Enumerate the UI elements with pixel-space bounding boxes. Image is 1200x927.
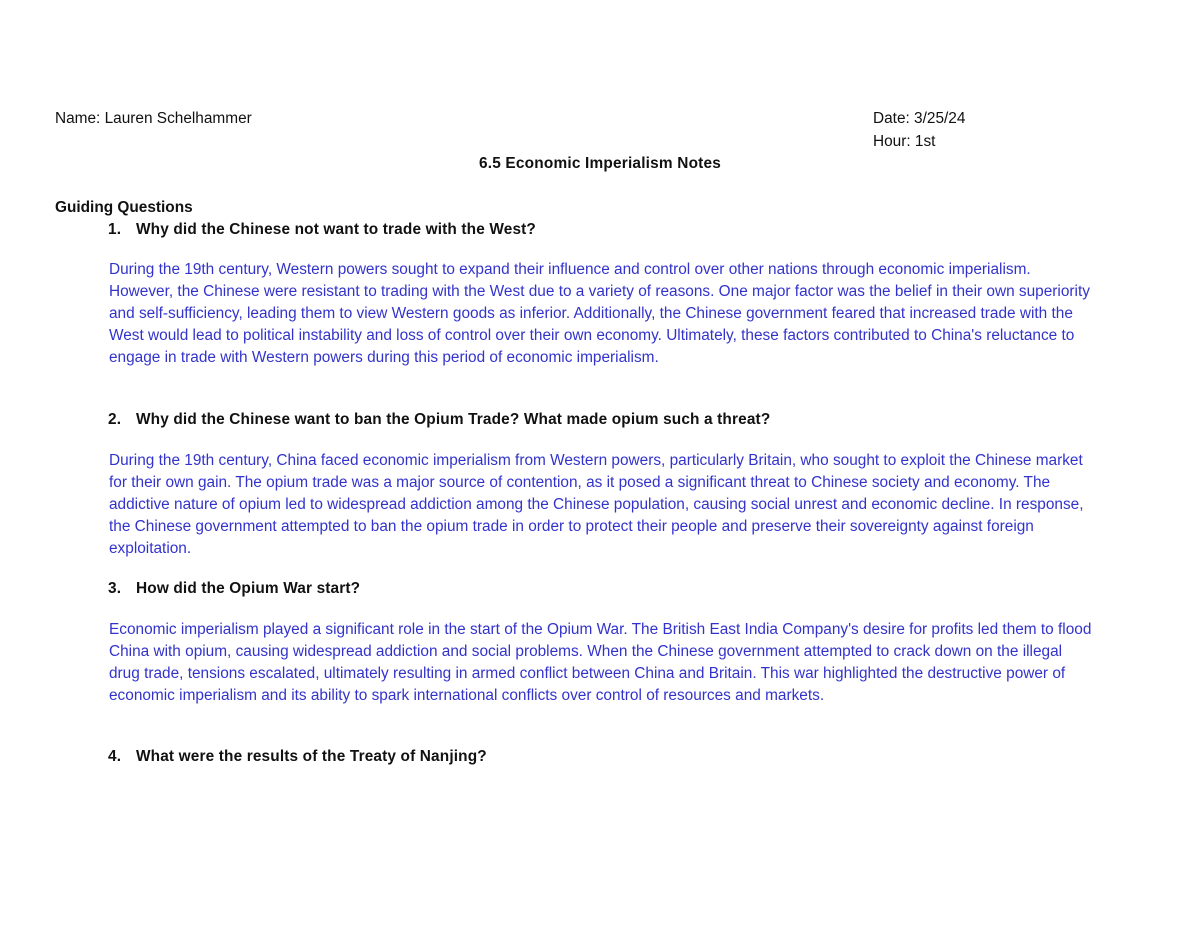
question-2 [108, 409, 770, 431]
question-text: Why did the Chinese not want to trade with the West? [136, 221, 536, 238]
question-number: 4. [108, 748, 122, 765]
answer-2: During the 19th century, China faced economic imperialism from Western powers, particularly Britain, who sought to exploit the Chinese market for their own gain. The opium trade was a major source of contention, as it posed a significant threat to Chinese society and economy. The addictive nature of opium led to widespread addiction among the Chinese population, causing social unrest and economic decline. In response, the Chinese government attempted to ban the opium trade in order to protect their people and preserve their sovereignty against foreign exploitation. [109, 452, 1084, 557]
question-4 [108, 746, 487, 768]
date: Date: 3/25/24 [873, 110, 966, 127]
answer-3: Economic imperialism played a significant role in the start of the Opium War. The British East India Company's desire for profits led them to flood China with opium, causing widespread addiction and social problems. When the Chinese government attempted to crack down on the illegal drug trade, tensions escalated, ultimately resulting in armed conflict between China and Britain. This war highlighted the destructive power of economic imperialism and its ability to spark international conflicts over control of resources and markets. [109, 621, 1092, 704]
section-heading: Guiding Questions [55, 199, 193, 216]
question-number: 3. [108, 580, 122, 597]
question-number: 2. [108, 411, 122, 428]
question-number: 1. [108, 221, 122, 238]
question-text: How did the Opium War start? [136, 580, 361, 597]
question-1 [108, 219, 536, 241]
student-name: Name: Lauren Schelhammer [55, 110, 252, 127]
question-text: Why did the Chinese want to ban the Opium Trade? What made opium such a threat? [136, 411, 771, 428]
answer-1: During the 19th century, Western powers sought to expand their influence and control over other nations through economic imperialism. However, the Chinese were resistant to trading with the West due to a variety of reasons. One major factor was the belief in their own superiority and self-sufficiency, leading them to view Western goods as inferior. Additionally, the Chinese government feared that increased trade with the West would lead to political instability and loss of control over their own economy. Ultimately, these factors contributed to China's reluctance to engage in trade with Western powers during this period of economic imperialism. [109, 261, 1090, 366]
document-title: 6.5 Economic Imperialism Notes [478, 155, 722, 172]
question-text: What were the results of the Treaty of Nanjing? [136, 748, 487, 765]
question-3 [108, 578, 360, 600]
hour: Hour: 1st [873, 133, 936, 150]
